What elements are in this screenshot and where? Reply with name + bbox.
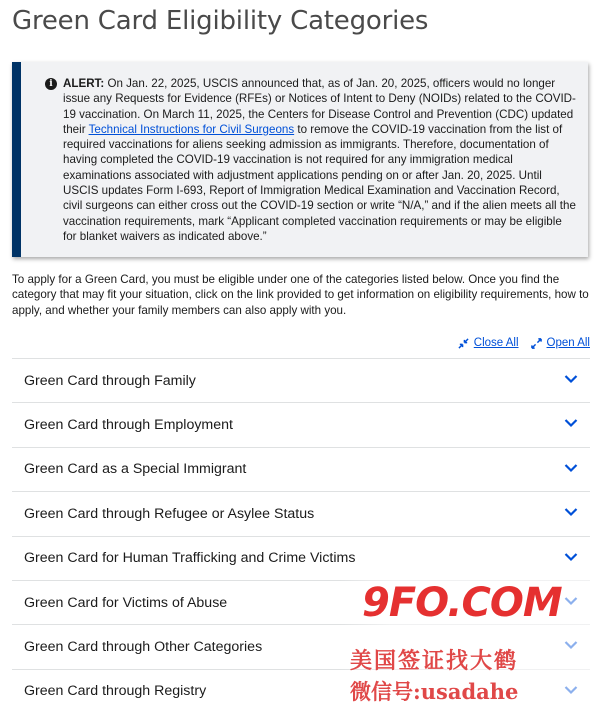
open-all-label: Open All <box>546 337 590 349</box>
accordion-controls <box>458 337 590 349</box>
info-icon: i <box>45 78 57 90</box>
chevron-down-icon <box>564 685 578 695</box>
covid-alert-box <box>12 62 588 257</box>
watermark-line-1: 美国签证找大鹤 <box>350 649 519 674</box>
accordion-item-trafficking-crime-victims[interactable] <box>12 537 590 581</box>
accordion-item-refugee-asylee[interactable] <box>12 492 590 536</box>
chevron-down-icon <box>564 374 578 384</box>
intro-paragraph: To apply for a Green Card, you must be eligible under one of the categories listed below. Once you find the category that may fit your situation, click on the link provided to get information on eligibility requirements, how to apply, and whether your family members can also apply with you. <box>12 273 589 317</box>
accordion-label: Green Card for Victims of Abuse <box>24 594 228 611</box>
accordion-label: Green Card for Human Trafficking and Crime Victims <box>24 550 356 567</box>
accordion-label: Green Card as a Special Immigrant <box>24 461 247 478</box>
alert-text <box>63 76 576 244</box>
civil-surgeons-instructions-link[interactable]: Technical Instructions for Civil Surgeons <box>88 122 295 136</box>
chevron-down-icon <box>564 418 578 428</box>
accordion-item-registry[interactable] <box>12 670 590 710</box>
accordion-item-family[interactable] <box>12 359 590 403</box>
open-all-button[interactable] <box>531 337 590 349</box>
expand-arrows-icon <box>531 338 542 349</box>
accordion-item-victims-of-abuse[interactable] <box>12 581 590 625</box>
chevron-down-icon <box>564 596 578 606</box>
chevron-down-icon <box>564 507 578 517</box>
accordion-label: Green Card through Other Categories <box>24 639 263 656</box>
accordion-label: Green Card through Refugee or Asylee Status <box>24 505 315 522</box>
accordion-item-special-immigrant[interactable] <box>12 448 590 492</box>
page-title: Green Card Eligibility Categories <box>12 6 429 36</box>
accordion-item-employment[interactable] <box>12 403 590 447</box>
close-all-button[interactable] <box>458 337 519 349</box>
accordion-label: Green Card through Registry <box>24 683 207 700</box>
accordion-label: Green Card through Employment <box>24 417 233 434</box>
chevron-down-icon <box>564 463 578 473</box>
watermark-line-2: 微信号:usadahe <box>350 679 519 704</box>
accordion-label: Green Card through Family <box>24 372 196 389</box>
eligibility-accordion <box>12 358 590 710</box>
alert-label: ALERT: <box>63 77 105 90</box>
alert-text-part-2: to remove the COVID-19 vaccination from the list of required vaccinations for aliens seeking admission as immigrants. Therefore, documentation of having completed the COVID-19 vaccination is not required for any immigration medical examinations associated with adjustment applications pending on or after Jan. 20, 2025. Until USCIS updates Form I-693, Report of Immigration Medical Examination and Vaccination Record, civil surgeons can either cross out the COVID-19 section or write “N/A,” and if the alien meets all the vaccination requirements, mark “Applicant completed vaccination requirements or may be eligible for blanket waivers as indicated above.” <box>63 122 576 243</box>
collapse-arrows-icon <box>458 338 469 349</box>
chevron-down-icon <box>564 552 578 562</box>
watermark-logo: 9FO.COM <box>362 580 562 626</box>
alert-text-part-1: On Jan. 22, 2025, USCIS announced that, as of Jan. 20, 2025, officers would no longer issue any Requests for Evidence (RFEs) or Notices of Intent to Deny (NOIDs) related to the COVID-19 vaccination. On March 11, 2025, the Centers for Disease Control and Prevention (CDC) updated their <box>63 77 576 136</box>
accordion-item-other-categories[interactable] <box>12 625 590 669</box>
close-all-label: Close All <box>473 337 519 349</box>
chevron-down-icon <box>564 640 578 650</box>
